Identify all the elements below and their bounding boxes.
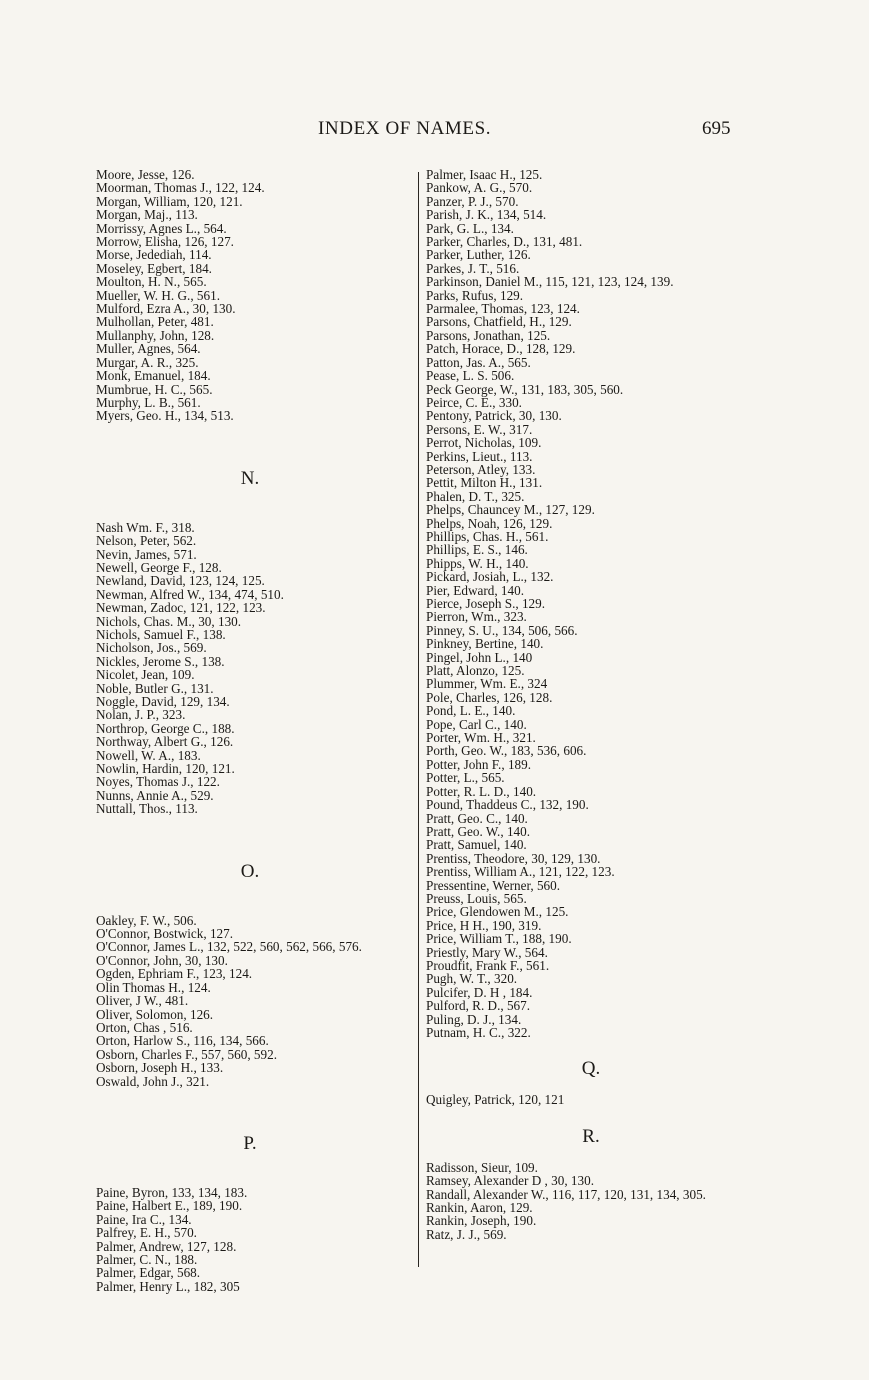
index-entry: O'Connor, John, 30, 130. [96,952,228,968]
index-entry: Potter, John F., 189. [426,756,532,772]
index-entry: Peck George, W., 131, 183, 305, 560. [426,381,624,397]
index-entry: Moorman, Thomas J., 122, 124. [96,180,265,196]
index-entry: Parmalee, Thomas, 123, 124. [426,301,580,317]
index-entry: Palmer, Henry L., 182, 305 [96,1278,240,1294]
index-entry: Orton, Harlow S., 116, 134, 566. [96,1033,269,1049]
index-entry: Mullanphy, John, 128. [96,327,215,343]
letter-heading-q: Q. [581,1058,601,1080]
index-entry: Osborn, Charles F., 557, 560, 592. [96,1046,277,1062]
index-entry: Parsons, Chatfield, H., 129. [426,314,572,330]
index-entry: Moore, Jesse, 126. [96,167,195,182]
index-entry: Northway, Albert G., 126. [96,734,234,750]
index-entry: Oliver, J W., 481. [96,993,189,1009]
index-entry: Porter, Wm. H., 321. [426,730,536,746]
index-entry: Mulhollan, Peter, 481. [96,314,214,330]
index-block-m [96,168,414,423]
index-entry: Pickard, Josiah, L., 132. [426,569,554,585]
index-entry: Perkins, Lieut., 113. [426,448,533,464]
index-block-r [426,1161,756,1241]
index-entry: O'Connor, Bostwick, 127. [96,926,234,942]
index-entry: Pratt, Samuel, 140. [426,837,527,853]
index-entry: Nevin, James, 571. [96,546,197,562]
index-entry: Palmer, Isaac H., 125. [426,167,543,182]
page-header [0,118,869,144]
index-entry: Palmer, C. N., 188. [96,1251,198,1267]
index-entry: Potter, R. L. D., 140. [426,783,537,799]
index-entry: Pankow, A. G., 570. [426,180,533,196]
index-entry: Pound, Thaddeus C., 132, 190. [426,797,589,813]
index-entry: Paine, Byron, 133, 134, 183. [96,1184,248,1200]
left-column [96,168,414,1293]
index-entry: Paine, Ira C., 134. [96,1211,192,1227]
letter-heading-r: R. [582,1125,600,1147]
index-entry: O'Connor, James L., 132, 522, 560, 562, 566, 576. [96,939,362,955]
index-entry: Mulford, Ezra A., 30, 130. [96,301,236,317]
index-entry: Palfrey, E. H., 570. [96,1225,197,1241]
index-entry: Newland, David, 123, 124, 125. [96,573,265,589]
index-entry: Newell, George F., 128. [96,559,222,575]
index-entry: Pierce, Joseph S., 129. [426,596,546,611]
index-entry: Phillips, Chas. H., 561. [426,528,549,544]
index-entry: Nunns, Annie A., 529. [96,787,214,803]
letter-heading-p: P. [243,1132,257,1154]
index-entry: Patton, Jas. A., 565. [426,354,531,370]
index-entry: Puling, D. J., 134. [426,1011,522,1027]
index-entry: Pope, Carl C., 140. [426,716,527,732]
index-entry: Nicholson, Jos., 569. [96,640,207,656]
index-entry: Persons, E. W., 317. [426,421,533,437]
index-entry: Parker, Luther, 126. [426,247,531,263]
index-entry: Pulcifer, D. H , 184. [426,984,533,1000]
index-entry: Nickles, Jerome S., 138. [96,653,225,669]
index-entry: Myers, Geo. H., 134, 513. [96,408,234,424]
index-entry: Monk, Emanuel, 184. [96,368,211,384]
index-entry: Pugh, W. T., 320. [426,971,518,987]
index-entry: Moulton, H. N., 565. [96,274,207,290]
index-entry: Prentiss, William A., 121, 122, 123. [426,864,615,880]
page-number: 695 [702,118,731,139]
index-entry: Nuttall, Thos., 113. [96,801,198,817]
right-column [426,168,756,1241]
index-entry: Pettit, Milton H., 131. [426,475,543,491]
index-entry: Phelps, Noah, 126, 129. [426,515,553,531]
index-entry: Newman, Zadoc, 121, 122, 123. [96,600,266,616]
index-entry: Nichols, Chas. M., 30, 130. [96,613,242,629]
index-entry: Price, H H., 190, 319. [426,917,542,933]
index-entry: Nichols, Samuel F., 138. [96,626,226,642]
index-block-p [96,1186,414,1293]
index-entry: Pratt, Geo. W., 140. [426,823,531,839]
index-entry: Pease, L. S. 506. [426,368,515,384]
index-entry: Noggle, David, 129, 134. [96,694,230,709]
index-entry: Noyes, Thomas J., 122. [96,774,220,790]
index-entry: Pingel, John L., 140 [426,649,533,665]
index-entry: Paine, Halbert E., 189, 190. [96,1198,243,1214]
index-entry: Nowlin, Hardin, 120, 121. [96,761,235,777]
index-entry: Porth, Geo. W., 183, 536, 606. [426,743,587,759]
index-entry: Patch, Horace, D., 128, 129. [426,341,576,357]
index-entry: Nelson, Peter, 562. [96,533,197,549]
index-entry: Mumbrue, H. C., 565. [96,381,213,397]
index-entry: Panzer, P. J., 570. [426,193,519,209]
index-entry: Pole, Charles, 126, 128. [426,689,553,705]
index-entry: Morgan, Maj., 113. [96,207,198,223]
index-block-p-continued [426,168,756,1039]
index-block-q [426,1093,756,1106]
index-entry: Pinkney, Bertine, 140. [426,636,544,652]
index-entry: Plummer, Wm. E., 324 [426,676,548,692]
index-entry: Preuss, Louis, 565. [426,890,527,906]
index-entry: Oliver, Solomon, 126. [96,1006,214,1022]
index-entry: Nolan, J. P., 323. [96,707,186,723]
index-entry: Parkinson, Daniel M., 115, 121, 123, 124, 139. [426,274,674,290]
index-entry: Quigley, Patrick, 120, 121 [426,1092,565,1108]
index-block-o [96,914,414,1088]
index-entry: Nash Wm. F., 318. [96,519,195,535]
index-entry: Murgar, A. R., 325. [96,354,199,370]
index-block-n [96,521,414,816]
index-entry: Peirce, C. E., 330. [426,394,522,410]
index-entry: Perrot, Nicholas, 109. [426,435,542,451]
index-entry: Ogden, Ephriam F., 123, 124. [96,966,253,982]
index-entry: Priestly, Mary W., 564. [426,944,548,960]
index-entry: Moseley, Egbert, 184. [96,260,212,276]
letter-heading-o: O. [240,860,260,882]
index-entry: Olin Thomas H., 124. [96,979,211,995]
index-entry: Palmer, Andrew, 127, 128. [96,1238,237,1254]
index-entry: Osborn, Joseph H., 133. [96,1060,224,1076]
index-entry: Murphy, L. B., 561. [96,394,201,410]
column-divider [418,172,419,1267]
index-entry: Parkes, J. T., 516. [426,260,520,276]
index-entry: Parks, Rufus, 129. [426,287,524,303]
index-entry: Oswald, John J., 321. [96,1073,210,1089]
index-entry: Oakley, F. W., 506. [96,912,197,928]
index-entry: Peterson, Atley, 133. [426,461,536,477]
index-entry: Rankin, Aaron, 129. [426,1200,533,1216]
index-entry: Orton, Chas , 516. [96,1019,193,1035]
index-entry: Parsons, Jonathan, 125. [426,327,551,343]
index-entry: Newman, Alfred W., 134, 474, 510. [96,586,284,602]
index-entry: Pratt, Geo. C., 140. [426,810,528,826]
index-entry: Parker, Charles, D., 131, 481. [426,234,583,250]
index-entry: Putnam, H. C., 322. [426,1025,531,1040]
index-entry: Pressentine, Werner, 560. [426,877,561,893]
index-entry: Potter, L., 565. [426,770,505,786]
index-entry: Palmer, Edgar, 568. [96,1265,201,1281]
index-entry: Northrop, George C., 188. [96,720,235,736]
index-entry: Pier, Edward, 140. [426,582,524,598]
index-entry: Nowell, W. A., 183. [96,747,201,763]
index-entry: Pulford, R. D., 567. [426,998,531,1014]
index-entry: Proudfit, Frank F., 561. [426,957,550,973]
index-entry: Pinney, S. U., 134, 506, 566. [426,622,578,638]
index-entry: Price, William T., 188, 190. [426,931,572,947]
index-entry: Morgan, William, 120, 121. [96,193,243,209]
index-entry: Platt, Alonzo, 125. [426,663,525,679]
letter-heading-n: N. [240,467,260,489]
index-entry: Phelps, Chauncey M., 127, 129. [426,502,595,518]
index-entry: Pond, L. E., 140. [426,703,516,719]
index-entry: Muller, Agnes, 564. [96,341,201,357]
index-entry: Morse, Jedediah, 114. [96,247,212,263]
index-entry: Park, G. L., 134. [426,220,514,236]
index-entry: Price, Glendowen M., 125. [426,904,569,920]
index-entry: Ramsey, Alexander D , 30, 130. [426,1173,594,1189]
index-entry: Phillips, E. S., 146. [426,542,528,558]
index-entry: Prentiss, Theodore, 30, 129, 130. [426,850,601,866]
index-entry: Noble, Butler G., 131. [96,680,214,696]
index-entry: Randall, Alexander W., 116, 117, 120, 131, 134, 305. [426,1186,706,1202]
page-title: INDEX OF NAMES. [318,118,492,139]
index-entry: Phalen, D. T., 325. [426,488,525,504]
index-entry: Phipps, W. H., 140. [426,555,529,571]
index-entry: Rankin, Joseph, 190. [426,1213,537,1229]
index-entry: Ratz, J. J., 569. [426,1226,507,1242]
index-entry: Radisson, Sieur, 109. [426,1159,538,1175]
index-entry: Nicolet, Jean, 109. [96,667,195,683]
index-entry: Morrow, Elisha, 126, 127. [96,234,234,250]
index-entry: Morrissy, Agnes L., 564. [96,220,227,236]
index-entry: Pierron, Wm., 323. [426,609,527,625]
index-entry: Parish, J. K., 134, 514. [426,207,547,223]
index-entry: Mueller, W. H. G., 561. [96,287,221,303]
index-entry: Pentony, Patrick, 30, 130. [426,408,562,424]
